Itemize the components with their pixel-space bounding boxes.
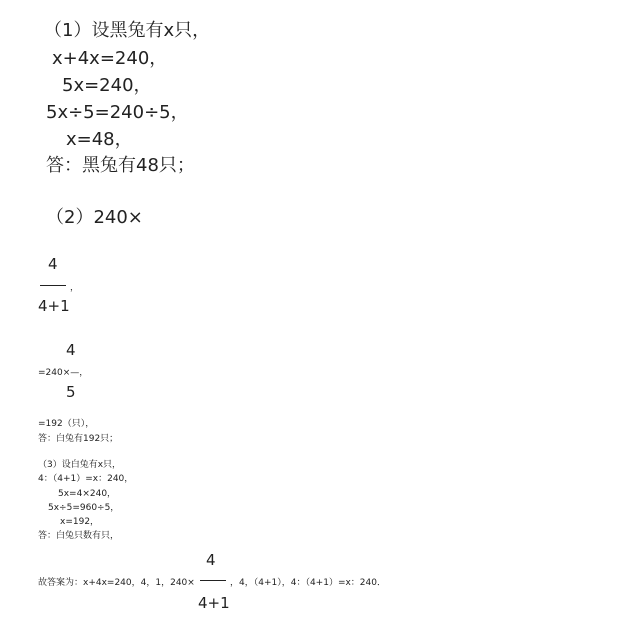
- part2-frac2-denominator: 5: [66, 383, 76, 401]
- part3-line5: x=192，: [60, 517, 100, 527]
- part1-answer: 答：黑兔有48只；: [46, 155, 195, 176]
- part2-frac2-line: =240×—，: [38, 368, 89, 378]
- part1-line4: 5x÷5=240÷5，: [46, 102, 189, 123]
- part1-line3: 5x=240，: [62, 75, 152, 96]
- part3-line3: 5x=4×240，: [58, 489, 117, 499]
- final-frac-bar: [200, 580, 226, 581]
- part3-line1: （3）设白兔有x只，: [38, 460, 122, 470]
- part1-line2: x+4x=240，: [52, 48, 168, 69]
- part2-frac1-tail: ，: [70, 283, 80, 293]
- part2-frac1-numerator: 4: [48, 255, 58, 273]
- final-frac-numerator: 4: [206, 551, 216, 569]
- part2-frac1-denominator: 4+1: [38, 297, 70, 315]
- part3-answer: 答：白兔只数有只，: [38, 531, 120, 541]
- part2-frac1-bar: [40, 285, 66, 286]
- part2-result: =192（只），: [38, 419, 95, 429]
- part3-line4: 5x÷5=960÷5，: [48, 503, 120, 513]
- part1-line1: （1）设黑兔有x只，: [44, 20, 211, 41]
- final-frac-denominator: 4+1: [198, 594, 230, 612]
- part3-line2: 4：（4+1）=x：240，: [38, 474, 134, 484]
- part2-answer: 答：白兔有192只；: [38, 434, 119, 444]
- part2-head: （2）240×: [46, 207, 143, 228]
- part2-frac2-numerator: 4: [66, 341, 76, 359]
- final-suffix: ，4，（4+1），4：（4+1）=x：240．: [230, 578, 386, 588]
- part1-line5: x=48，: [66, 129, 133, 150]
- final-prefix: 故答案为：x+4x=240，4，1，240×: [38, 578, 195, 588]
